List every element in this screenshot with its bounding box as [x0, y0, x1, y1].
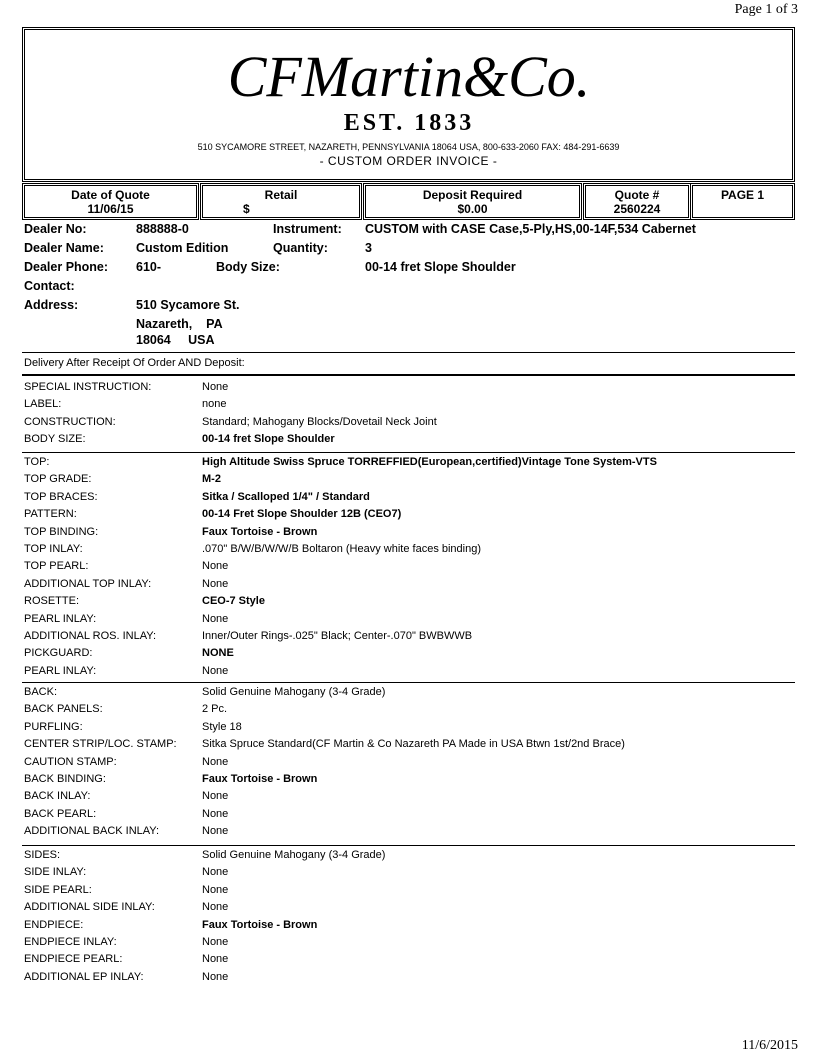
spec-value: 2 Pc.	[202, 703, 228, 716]
spec-row	[24, 849, 804, 866]
address-line-2: Nazareth, PA	[136, 317, 223, 331]
spec-label: ADDITIONAL SIDE INLAY:	[24, 901, 155, 914]
spec-label: CENTER STRIP/LOC. STAMP:	[24, 738, 177, 751]
spec-value: Inner/Outer Rings-.025" Black; Center-.070" BWBWWB	[202, 630, 473, 642]
spec-label: ADDITIONAL EP INLAY:	[24, 970, 144, 983]
spec-label: ENDPIECE:	[24, 918, 84, 931]
address-line-1: 510 Sycamore St.	[136, 298, 240, 312]
spec-value: None	[202, 560, 229, 573]
martin-logo-image	[227, 34, 590, 136]
dealer-phone-label: Dealer Phone:	[24, 260, 109, 274]
spec-label: BACK:	[24, 686, 58, 698]
spec-label: SIDES:	[24, 849, 61, 861]
spec-row	[24, 756, 804, 773]
spec-value: None	[202, 755, 229, 768]
contact-label: Contact:	[24, 279, 75, 293]
spec-row	[24, 508, 804, 525]
spec-row	[24, 398, 804, 415]
spec-row	[24, 953, 804, 970]
spec-row	[24, 595, 804, 612]
spec-value: none	[202, 398, 227, 411]
spec-label: CAUTION STAMP:	[24, 755, 117, 768]
company-address: 510 SYCAMORE STREET, NAZARETH, PENNSYLVANIA 18064 USA, 800-633-2060 FAX: 484-291-6639	[197, 142, 620, 152]
martin-logo	[25, 34, 792, 139]
spec-row	[24, 971, 804, 988]
section-divider	[22, 682, 795, 683]
section-divider	[22, 452, 795, 453]
spec-row	[24, 630, 804, 647]
spec-value: None	[202, 664, 229, 677]
spec-label: PEARL INLAY:	[24, 612, 97, 625]
spec-label: TOP PEARL:	[24, 560, 89, 573]
spec-value: None	[202, 883, 229, 896]
dealer-name-value: Custom Edition	[136, 241, 229, 255]
quantity-value: 3	[365, 241, 372, 255]
dealer-name-label: Dealer Name:	[24, 241, 104, 255]
spec-label: ADDITIONAL TOP INLAY:	[24, 577, 152, 590]
spec-value: 00-14 Fret Slope Shoulder 12B (CEO7)	[202, 508, 402, 521]
spec-row	[24, 919, 804, 936]
spec-label: PEARL INLAY:	[24, 664, 97, 677]
date-of-quote-value: 11/06/15	[87, 202, 134, 216]
spec-row	[24, 825, 804, 842]
date-of-quote-label: Date of Quote	[71, 188, 150, 202]
footer-date: 11/6/2015	[741, 1038, 798, 1053]
spec-value: 00-14 fret Slope Shoulder	[202, 433, 335, 446]
spec-row	[24, 491, 804, 508]
spec-row	[24, 381, 804, 398]
spec-value: Sitka Spruce Standard(CF Martin & Co Nazareth PA Made in USA Btwn 1st/2nd Brace)	[202, 738, 625, 751]
header-box	[22, 27, 795, 182]
spec-label: BACK PEARL:	[24, 807, 97, 820]
spec-value: None	[202, 790, 229, 803]
spec-value: Standard; Mahogany Blocks/Dovetail Neck Joint	[202, 415, 437, 428]
spec-row	[24, 703, 804, 720]
spec-row	[24, 773, 804, 790]
deposit-value: $0.00	[457, 202, 488, 216]
instrument-label: Instrument:	[273, 222, 342, 236]
spec-label: BODY SIZE:	[24, 433, 86, 446]
spec-value: M-2	[202, 473, 221, 486]
quote-number-cell	[583, 183, 691, 220]
page-cell	[690, 183, 795, 220]
spec-value: None	[202, 612, 229, 625]
spec-value: None	[202, 901, 229, 914]
dealer-no-label: Dealer No:	[24, 222, 87, 236]
quote-number-label: Quote #	[614, 188, 660, 202]
spec-value: Style 18	[202, 720, 242, 733]
spec-label: TOP INLAY:	[24, 543, 83, 555]
spec-label: ENDPIECE PEARL:	[24, 953, 123, 966]
spec-value: Faux Tortoise - Brown	[202, 918, 318, 931]
spec-label: BACK INLAY:	[24, 790, 91, 803]
spec-label: BACK BINDING:	[24, 773, 106, 785]
spec-row	[24, 901, 804, 918]
spec-label: SPECIAL INSTRUCTION:	[24, 381, 152, 393]
invoice-title: - CUSTOM ORDER INVOICE -	[319, 154, 498, 168]
divider	[22, 374, 795, 376]
spec-row	[24, 578, 804, 595]
deposit-label: Deposit Required	[422, 188, 523, 202]
spec-row	[24, 665, 804, 682]
spec-value: None	[202, 807, 229, 820]
body-size-value: 00-14 fret Slope Shoulder	[365, 260, 516, 274]
retail-label: Retail	[264, 188, 298, 202]
spec-label: ADDITIONAL BACK INLAY:	[24, 825, 160, 838]
spec-value: None	[202, 577, 229, 590]
quote-number-value: 2560224	[613, 202, 661, 216]
spec-value: None	[202, 825, 229, 838]
spec-row	[24, 686, 804, 703]
divider	[22, 352, 795, 353]
spec-label: ENDPIECE INLAY:	[24, 936, 117, 948]
body-size-label: Body Size:	[216, 260, 280, 274]
spec-value: None	[202, 866, 229, 879]
spec-row	[24, 456, 804, 473]
spec-row	[24, 866, 804, 883]
logo-script: CFMartin&Co.	[227, 44, 590, 109]
retail-cell	[200, 183, 362, 220]
spec-label: PICKGUARD:	[24, 647, 93, 660]
instrument-value: CUSTOM with CASE Case,5-Ply,HS,00-14F,534 Cabernet	[365, 222, 696, 236]
spec-value: CEO-7 Style	[202, 595, 265, 608]
spec-label: TOP BINDING:	[24, 525, 99, 538]
spec-row	[24, 808, 804, 825]
spec-label: LABEL:	[24, 398, 62, 411]
address-label: Address:	[24, 298, 79, 312]
spec-row	[24, 936, 804, 953]
dealer-no-value: 888888-0	[136, 222, 189, 236]
spec-label: TOP:	[24, 456, 50, 468]
spec-label: TOP BRACES:	[24, 490, 98, 503]
page-cell-label: PAGE 1	[720, 188, 765, 202]
spec-label: SIDE INLAY:	[24, 866, 87, 879]
spec-value: Solid Genuine Mahogany (3-4 Grade)	[202, 849, 386, 861]
spec-label: TOP GRADE:	[24, 473, 92, 486]
spec-label: PATTERN:	[24, 508, 77, 521]
spec-row	[24, 884, 804, 901]
spec-value: Solid Genuine Mahogany (3-4 Grade)	[202, 686, 386, 698]
spec-label: SIDE PEARL:	[24, 883, 92, 896]
spec-value: None	[202, 970, 229, 983]
spec-row	[24, 560, 804, 577]
spec-row	[24, 473, 804, 490]
spec-value: Faux Tortoise - Brown	[202, 773, 318, 785]
date-of-quote-cell	[22, 183, 199, 220]
spec-row	[24, 738, 804, 755]
spec-label: BACK PANELS:	[24, 703, 103, 716]
section-divider	[22, 845, 795, 846]
page-number: Page 1 of 3	[734, 2, 798, 17]
spec-row	[24, 647, 804, 664]
retail-value: $	[243, 202, 250, 216]
spec-row	[24, 721, 804, 738]
spec-value: NONE	[202, 647, 234, 660]
spec-row	[24, 543, 804, 560]
delivery-note: Delivery After Receipt Of Order AND Deposit:	[24, 357, 245, 369]
spec-label: ROSETTE:	[24, 595, 80, 608]
spec-label: PURFLING:	[24, 720, 83, 733]
quantity-label: Quantity:	[273, 241, 328, 255]
logo-est: EST. 1833	[343, 110, 474, 136]
spec-row	[24, 526, 804, 543]
spec-value: .070" B/W/B/W/W/B Boltaron (Heavy white faces binding)	[202, 543, 482, 555]
dealer-phone-value: 610-	[136, 260, 162, 274]
spec-value: Sitka / Scalloped 1/4" / Standard	[202, 490, 370, 503]
spec-value: High Altitude Swiss Spruce TORREFFIED(European,certified)Vintage Tone System-VTS	[202, 456, 657, 468]
spec-row	[24, 613, 804, 630]
spec-row	[24, 433, 804, 450]
spec-value: None	[202, 953, 229, 966]
spec-row	[24, 416, 804, 433]
spec-label: CONSTRUCTION:	[24, 415, 116, 428]
quote-summary-row	[22, 183, 795, 220]
spec-row	[24, 790, 804, 807]
address-line-3: 18064 USA	[136, 333, 215, 347]
deposit-cell	[363, 183, 582, 220]
spec-value: None	[202, 936, 229, 948]
spec-value: Faux Tortoise - Brown	[202, 525, 318, 538]
spec-value: None	[202, 381, 229, 393]
spec-label: ADDITIONAL ROS. INLAY:	[24, 630, 157, 642]
